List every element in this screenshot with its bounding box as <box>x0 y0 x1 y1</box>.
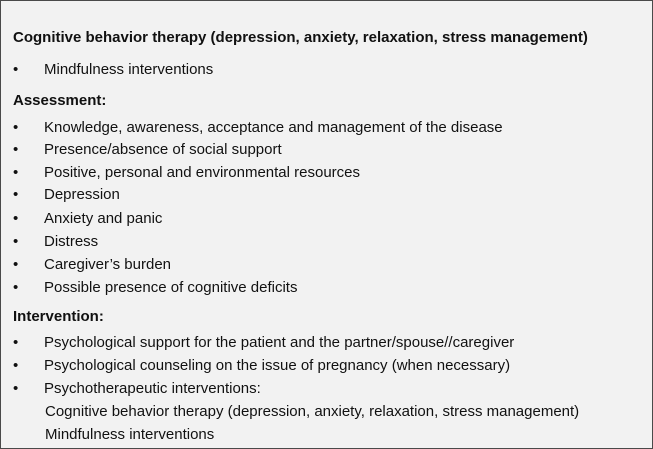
bullet-icon: • <box>13 334 19 351</box>
intervention-heading: Intervention: <box>13 308 104 325</box>
list-item-text: Psychotherapeutic interventions: <box>44 380 261 397</box>
sub-list-item: Cognitive behavior therapy (depression, anxiety, relaxation, stress management) <box>45 403 580 420</box>
list-item-text: Mindfulness interventions <box>44 61 214 78</box>
list-item-text: Depression <box>44 186 120 203</box>
list-item-text: Distress <box>44 233 99 250</box>
bullet-icon: • <box>13 210 19 227</box>
bullet-icon: • <box>13 186 19 203</box>
top-heading: Cognitive behavior therapy (depression, anxiety, relaxation, stress management) <box>13 29 588 46</box>
bullet-icon: • <box>13 233 19 250</box>
bullet-icon: • <box>13 357 19 374</box>
list-item-text: Psychological counseling on the issue of pregnancy (when necessary) <box>44 357 511 374</box>
list-item-text: Possible presence of cognitive deficits <box>44 279 298 296</box>
bullet-icon: • <box>13 279 19 296</box>
bullet-icon: • <box>13 141 19 158</box>
list-item-text: Caregiver’s burden <box>44 256 172 273</box>
assessment-heading: Assessment: <box>13 92 107 109</box>
bullet-icon: • <box>13 61 19 78</box>
list-item-text: Knowledge, awareness, acceptance and management of the disease <box>44 119 503 136</box>
bullet-icon: • <box>13 380 19 397</box>
list-item-text: Psychological support for the patient and the partner/spouse//caregiver <box>44 334 515 351</box>
bullet-icon: • <box>13 164 19 181</box>
sub-list-item: Mindfulness interventions <box>45 426 215 443</box>
list-item-text: Presence/absence of social support <box>44 141 282 158</box>
list-item-text: Anxiety and panic <box>44 210 163 227</box>
list-item-text: Positive, personal and environmental resources <box>44 164 361 181</box>
bullet-icon: • <box>13 119 19 136</box>
bullet-icon: • <box>13 256 19 273</box>
